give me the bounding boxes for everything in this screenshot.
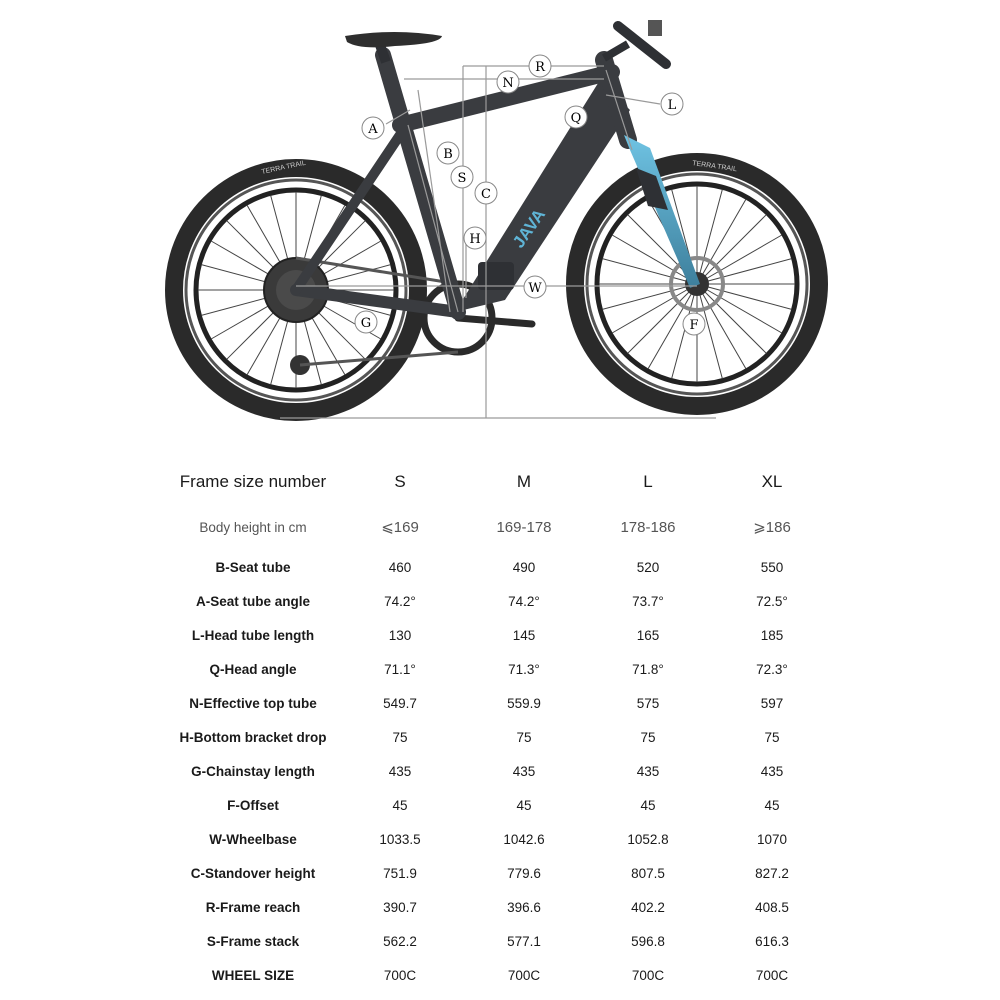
row-value: 700C <box>631 967 665 983</box>
svg-text:N: N <box>502 76 514 91</box>
label-N <box>497 71 519 93</box>
row-value: 74.2° <box>384 593 416 609</box>
row-value: 185 <box>760 627 784 643</box>
label-C <box>475 182 497 204</box>
svg-text:H: H <box>469 232 481 247</box>
row-value: 72.3° <box>756 661 788 677</box>
label-R <box>529 55 551 77</box>
row-value: 435 <box>760 763 784 779</box>
table-header-row <box>0 460 1000 504</box>
row-value: 75 <box>640 729 656 745</box>
label-A <box>362 117 384 139</box>
label-W <box>524 276 546 298</box>
row-value: 71.1° <box>384 661 416 677</box>
row-value: 73.7° <box>632 593 664 609</box>
row-value: 75 <box>392 729 408 745</box>
svg-text:B: B <box>443 147 453 162</box>
svg-text:S: S <box>457 171 467 186</box>
row-label: F-Offset <box>227 797 279 813</box>
row-value: 520 <box>636 559 660 575</box>
table-row <box>0 550 1000 584</box>
row-label: S-Frame stack <box>206 933 300 949</box>
row-value: 700C <box>507 967 541 983</box>
row-value: 130 <box>388 627 412 643</box>
row-value: 45 <box>392 797 408 813</box>
row-label: A-Seat tube angle <box>195 593 311 609</box>
row-value: 597 <box>760 695 784 711</box>
svg-text:R: R <box>535 60 545 75</box>
row-value: 71.3° <box>508 661 540 677</box>
label-H <box>464 227 486 249</box>
svg-text:C: C <box>481 187 491 202</box>
row-value: 779.6 <box>507 865 541 881</box>
row-value: 700C <box>755 967 789 983</box>
header-frame-size: Frame size number <box>179 472 327 491</box>
row-value: 435 <box>388 763 412 779</box>
label-L <box>661 93 683 115</box>
row-value: 72.5° <box>756 593 788 609</box>
header-size-s: S <box>394 472 406 491</box>
row-label: C-Standover height <box>190 865 316 881</box>
row-label: H-Bottom bracket drop <box>179 729 327 745</box>
frame-logo: JAVA <box>508 205 550 252</box>
row-value: 562.2 <box>383 933 417 949</box>
row-value: 460 <box>388 559 412 575</box>
table-row <box>0 890 1000 924</box>
row-value: 45 <box>764 797 780 813</box>
body-height-row <box>0 504 1000 550</box>
row-value: 559.9 <box>507 695 541 711</box>
row-value: 1033.5 <box>379 831 421 847</box>
row-value: 45 <box>640 797 656 813</box>
bike-geometry-diagram <box>0 0 1000 440</box>
row-value: 596.8 <box>631 933 665 949</box>
row-value: 575 <box>636 695 660 711</box>
table-row <box>0 720 1000 754</box>
row-value: 435 <box>636 763 660 779</box>
body-height-m: 169-178 <box>496 518 552 536</box>
label-G <box>355 311 377 333</box>
table-row <box>0 788 1000 822</box>
row-value: 45 <box>516 797 532 813</box>
tire-text-front: TERRA TRAIL <box>691 160 738 174</box>
row-label: Q-Head angle <box>209 661 297 677</box>
header-size-l: L <box>643 472 653 491</box>
row-value: 577.1 <box>507 933 541 949</box>
row-value: 1070 <box>756 831 788 847</box>
row-value: 75 <box>516 729 532 745</box>
row-value: 550 <box>760 559 784 575</box>
svg-text:L: L <box>667 98 677 113</box>
label-F <box>683 313 705 335</box>
row-value: 549.7 <box>383 695 417 711</box>
body-height-s: ⩽169 <box>381 519 419 536</box>
table-row <box>0 652 1000 686</box>
row-value: 408.5 <box>755 899 789 915</box>
svg-text:W: W <box>528 281 542 296</box>
body-height-l: 178-186 <box>620 518 676 536</box>
row-label: N-Effective top tube <box>189 695 317 711</box>
tire-text-rear: TERRA TRAIL <box>260 159 307 176</box>
row-value: 751.9 <box>383 865 417 881</box>
label-Q <box>565 106 587 128</box>
table-row <box>0 618 1000 652</box>
row-value: 390.7 <box>383 899 417 915</box>
row-value: 1042.6 <box>503 831 545 847</box>
row-value: 75 <box>764 729 780 745</box>
table-row <box>0 958 1000 992</box>
table-row <box>0 686 1000 720</box>
row-value: 490 <box>512 559 536 575</box>
table-row <box>0 924 1000 958</box>
row-label: G-Chainstay length <box>191 763 315 779</box>
row-value: 827.2 <box>755 865 789 881</box>
row-label: L-Head tube length <box>191 627 315 643</box>
body-height-xl: ⩾186 <box>753 519 791 536</box>
row-value: 807.5 <box>631 865 665 881</box>
table-row <box>0 584 1000 618</box>
table-row <box>0 754 1000 788</box>
table-row <box>0 822 1000 856</box>
row-value: 435 <box>512 763 536 779</box>
row-label: WHEEL SIZE <box>211 967 295 983</box>
row-value: 396.6 <box>507 899 541 915</box>
row-value: 165 <box>636 627 660 643</box>
svg-text:F: F <box>689 318 699 333</box>
body-height-label: Body height in cm <box>199 519 307 535</box>
row-value: 71.8° <box>632 661 664 677</box>
row-value: 1052.8 <box>627 831 669 847</box>
row-label: W-Wheelbase <box>209 831 297 847</box>
row-label: B-Seat tube <box>215 559 291 575</box>
svg-text:A: A <box>368 122 378 137</box>
svg-text:G: G <box>360 316 372 331</box>
table-row <box>0 856 1000 890</box>
header-size-xl: XL <box>761 472 783 491</box>
row-value: 74.2° <box>508 593 540 609</box>
header-size-m: M <box>516 472 532 491</box>
row-value: 402.2 <box>631 899 665 915</box>
row-value: 616.3 <box>755 933 789 949</box>
geometry-table <box>0 460 1000 992</box>
label-S <box>451 166 473 188</box>
row-value: 700C <box>383 967 417 983</box>
row-label: R-Frame reach <box>205 899 301 915</box>
row-value: 145 <box>512 627 536 643</box>
label-B <box>437 142 459 164</box>
svg-text:Q: Q <box>570 111 582 126</box>
